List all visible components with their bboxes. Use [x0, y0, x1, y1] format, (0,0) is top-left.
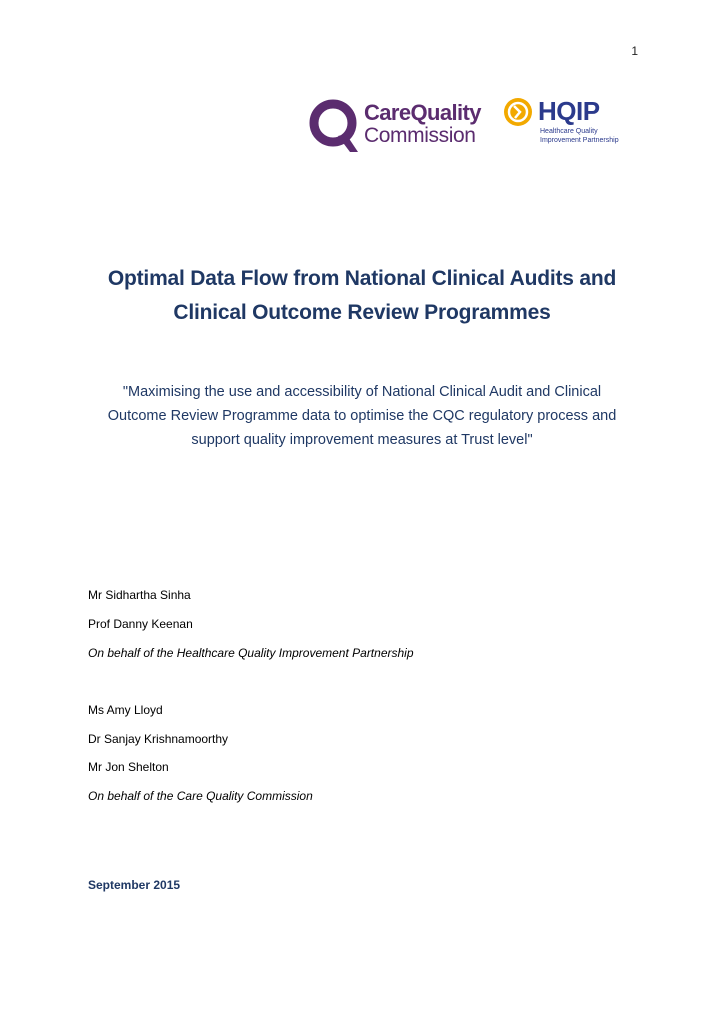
document-title: [40, 262, 684, 330]
author-name: Ms Amy Lloyd: [88, 703, 163, 717]
document-subtitle-line3: support quality improvement measures at Trust level": [191, 432, 533, 448]
cqc-q-icon: [308, 98, 360, 154]
cqc-wordmark-line1: CareQuality: [364, 100, 481, 125]
author-affiliation-cqc: On behalf of the Care Quality Commission: [88, 789, 313, 803]
logo-bar: [306, 96, 636, 158]
author-name: Dr Sanjay Krishnamoorthy: [88, 732, 229, 746]
cqc-logo: [306, 96, 486, 156]
hqip-wordmark: HQIP: [538, 96, 600, 126]
hqip-logo: [502, 96, 632, 152]
hqip-tagline: [540, 127, 619, 145]
author-name: Mr Sidhartha Sinha: [88, 588, 191, 602]
author-affiliation-hqip: On behalf of the Healthcare Quality Improvement Partnership: [88, 646, 414, 660]
author-name: Mr Jon Shelton: [88, 760, 169, 774]
document-title-line2: Clinical Outcome Review Programmes: [173, 301, 551, 324]
cqc-wordmark: [364, 102, 481, 146]
publication-date: September 2015: [88, 878, 181, 892]
document-subtitle-line1: "Maximising the use and accessibility of National Clinical Audit and Clinical: [122, 384, 602, 400]
document-title-line1: Optimal Data Flow from National Clinical Audits and: [107, 267, 617, 290]
hqip-tagline-line1: Healthcare Quality: [540, 128, 598, 135]
document-subtitle: [60, 380, 664, 452]
hqip-emblem-icon: [502, 96, 534, 128]
cqc-wordmark-line2: Commission: [364, 124, 476, 147]
hqip-tagline-line2: Improvement Partnership: [540, 137, 619, 144]
document-subtitle-line2: Outcome Review Programme data to optimise the CQC regulatory process and: [107, 408, 617, 424]
author-name: Prof Danny Keenan: [88, 617, 193, 631]
page-number: 1: [631, 44, 638, 58]
